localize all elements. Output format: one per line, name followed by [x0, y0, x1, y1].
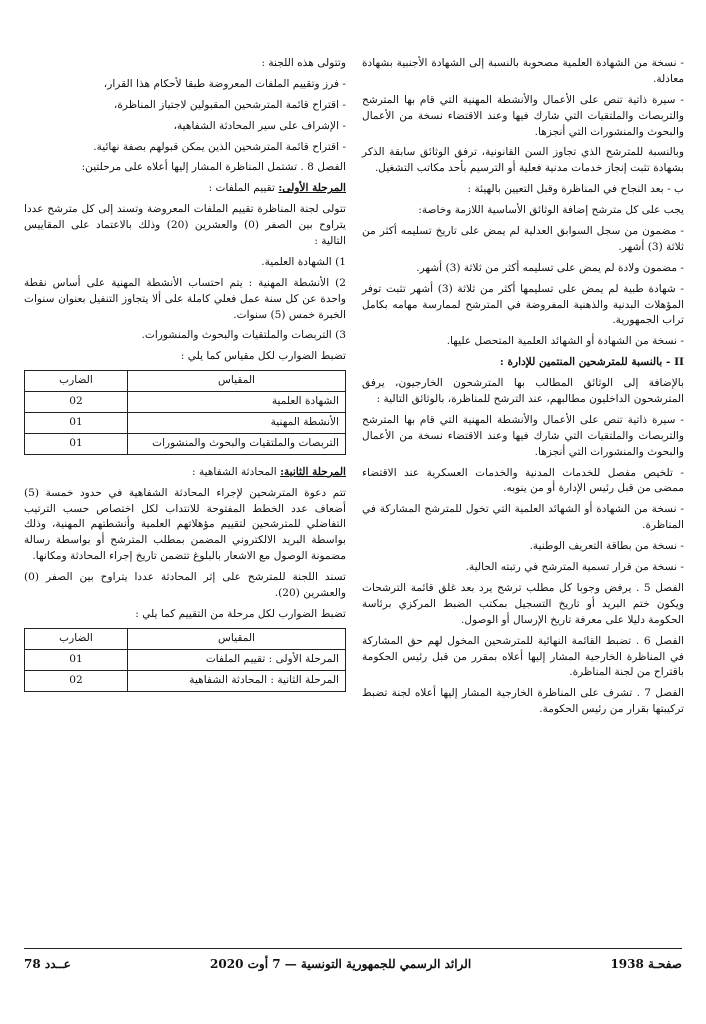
- table-row: [25, 649, 346, 670]
- table-row: [25, 670, 346, 691]
- paragraph: - اقتراح قائمة المترشحين المقبولين لاجتياز المناظرة،: [113, 98, 346, 111]
- phase2-title: المحادثة الشفاهية :: [192, 465, 281, 478]
- paragraph: تتولى لجنة المناظرة تقييم الملفات المعروضة وتسند إلى كل مترشح عددا يتراوح بين الصفر (0) والعشرين (20) وذلك بالاعتماد على المقاييس التالية :: [24, 203, 346, 248]
- issue-number: عــدد 78: [24, 957, 71, 971]
- paragraph: - سيرة ذاتية تنص على الأعمال والأنشطة المهنية التي قام بها المترشح والتربصات والملتقيات التي شارك فيها وعند الاقتضاء نسخة من الأعمال والبحوث والمنشورات التي أنجزها.: [362, 93, 684, 138]
- paragraph: بالإضافة إلى الوثائق المطالب بها المترشحون الخارجيون، يرفق المترشحون الداخليون مطالبهم، عند الترشح للمناظرة، بالوثائق التالية :: [362, 377, 684, 406]
- criterion-cell: المرحلة الأولى : تقييم الملفات: [128, 649, 346, 670]
- table-row: [25, 433, 346, 454]
- paragraph: ب - بعد النجاح في المناظرة وقبل التعيين بالهيئة :: [467, 183, 684, 196]
- paragraph: - نسخة من قرار تسمية المترشح في رتبته الحالية.: [465, 561, 684, 574]
- paragraph: - تلخيص مفصل للخدمات المدنية والخدمات العسكرية عند الاقتضاء ممضى من قبل رئيس الإدارة أو من ينوبه.: [362, 466, 684, 495]
- paragraph: - مضمون من سجل السوابق العدلية لم يمض على تاريخ تسليمه أكثر من ثلاثة (3) أشهر.: [362, 225, 684, 253]
- article-6: الفصل 6 . تضبط القائمة النهائية للمترشحين المخول لهم حق المشاركة في المناظرة الخارجية المشار إليها أعلاه بمقرر من قبل رئيس الحكومة باقتراح من لجنة المناظرة.: [362, 634, 685, 679]
- paragraph: يجب على كل مترشح إضافة الوثائق الأساسية اللازمة وخاصة:: [418, 204, 684, 217]
- phase1-title: تقييم الملفات :: [208, 182, 279, 195]
- phase2-label: المرحلة الثانية:: [280, 465, 346, 478]
- page-footer: [24, 948, 682, 975]
- criterion-cell: التربصات والملتقيات والبحوث والمنشورات: [128, 433, 346, 454]
- paragraph: 1) الشهادة العلمية.: [261, 255, 346, 268]
- right-column: [362, 56, 684, 723]
- paragraph: - نسخة من الشهادة العلمية مصحوبة بالنسبة إلى الشهادة الأجنبية بشهادة معادلة.: [362, 57, 684, 85]
- criteria-table-1: [24, 370, 346, 455]
- criterion-cell: المرحلة الثانية : المحادثة الشفاهية: [128, 670, 346, 691]
- phase1-label: المرحلة الأولى:: [278, 182, 346, 195]
- paragraph: - نسخة من الشهادة أو الشهائد العلمية التي تخول للمترشح المشاركة في المناظرة.: [362, 503, 684, 532]
- table-header-row: [25, 371, 346, 392]
- paragraph: - اقتراح قائمة المترشحين الذين يمكن قبولهم بصفة نهائية.: [93, 140, 346, 153]
- header-criterion: المقياس: [128, 371, 346, 392]
- table-row: [25, 392, 346, 413]
- coef-cell: 01: [25, 649, 128, 670]
- page-number: صفحـة 1938: [610, 957, 682, 971]
- paragraph: تسند اللجنة للمترشح على إثر المحادثة عددا يتراوح بين الصفر (0) والعشرين (20).: [24, 571, 346, 600]
- table-header-row: [25, 628, 346, 649]
- paragraph: - نسخة من الشهادة أو الشهائد العلمية المتحصل عليها.: [446, 335, 684, 348]
- criteria-table-2: [24, 628, 346, 692]
- article-7: الفصل 7 . تشرف على المناظرة الخارجية المشار إليها أعلاه لجنة تضبط تركيبتها بقرار من رئيس الحكومة.: [362, 687, 685, 716]
- paragraph: 2) الأنشطة المهنية : يتم احتساب الأنشطة المهنية على أساس نقطة واحدة عن كل سنة عمل فعلي كاملة على ألا يتجاوز التنفيل بعنوان سنوات الخبرة خمس (5) سنوات.: [24, 276, 346, 321]
- gazette-title: الرائد الرسمي للجمهورية التونسية — 7 أوت 2020: [210, 957, 472, 971]
- article-5: الفصل 5 . يرفض وجوبا كل مطلب ترشح يرد بعد غلق قائمة الترشحات ويكون ختم البريد أو تاريخ التسجيل بمكتب الضبط المركزي برئاسة الحكومة دليلا على معرفة تاريخ الإرسال أو الوصول.: [362, 581, 684, 626]
- criterion-cell: الشهادة العلمية: [128, 392, 346, 413]
- phase1-heading: [24, 181, 346, 197]
- coef-cell: 02: [25, 392, 128, 413]
- header-coef: الضارب: [25, 371, 128, 392]
- section-heading: II - بالنسبة للمترشحين المنتمين للإدارة :: [499, 356, 684, 369]
- paragraph: وبالنسبة للمترشح الذي تجاوز السن القانونية، ترفق الوثائق سابقة الذكر بشهادة تثبت إنجاز خدمات مدنية فعلية أو الترسيم بأحد مكاتب التشغيل.: [362, 146, 684, 175]
- paragraph: - الإشراف على سير المحادثة الشفاهية،: [173, 119, 346, 132]
- paragraph: - شهادة طبية لم يمض على تسليمها أكثر من ثلاثة (3) أشهر تثبت توفر المؤهلات البدنية والذهنية المفروضة في المترشح لممارسة مهامه بكامل تراب الجمهورية.: [362, 282, 685, 327]
- coef-cell: 01: [25, 433, 128, 454]
- left-column: [24, 56, 346, 702]
- paragraph: - فرز وتقييم الملفات المعروضة طبقا لأحكام هذا القرار،: [103, 77, 346, 90]
- phase2-heading: [24, 465, 346, 481]
- header-criterion: المقياس: [128, 628, 346, 649]
- paragraph: وتتولى هذه اللجنة :: [261, 57, 346, 69]
- paragraph: - سيرة ذاتية تنص على الأعمال والأنشطة المهنية التي قام بها المترشح والتربصات والملتقيات التي شارك فيها وعند الاقتضاء نسخة من الأعمال والبحوث والمنشورات التي أنجزها.: [362, 413, 684, 458]
- paragraph: تضبط الضوارب لكل مرحلة من التقييم كما يلي :: [135, 607, 346, 620]
- coef-cell: 01: [25, 413, 128, 434]
- criterion-cell: الأنشطة المهنية: [128, 413, 346, 434]
- header-coef: الضارب: [25, 628, 128, 649]
- paragraph: تتم دعوة المترشحين لإجراء المحادثة الشفاهية في حدود خمسة (5) أضعاف عدد الخطط المفتوحة للانتداب لكل اختصاص حسب الترتيب التفاضلي للمترشحين لتقييم مؤهلاتهم العلمية وأنشطتهم المهنية، وذلك بواسطة البريد الالكتروني المضمن بمطلب المترشح أو بواسطة رسالة مضمونة الوصول مع الاشعار بالبلوغ تتضمن تاريخ إجراء المحادثة ومكانها.: [24, 486, 346, 563]
- coef-cell: 02: [25, 670, 128, 691]
- table-row: [25, 413, 346, 434]
- paragraph: 3) التربصات والملتقيات والبحوث والمنشورات.: [141, 329, 346, 342]
- paragraph: - نسخة من بطاقة التعريف الوطنية.: [529, 540, 684, 553]
- paragraph: - مضمون ولادة لم يمض على تسليمه أكثر من ثلاثة (3) أشهر.: [416, 261, 684, 274]
- document-page: [24, 56, 684, 936]
- paragraph: تضبط الضوارب لكل مقياس كما يلي :: [180, 350, 346, 363]
- article-8: الفصل 8 . تشتمل المناظرة المشار إليها أعلاه على مرحلتين:: [81, 161, 346, 174]
